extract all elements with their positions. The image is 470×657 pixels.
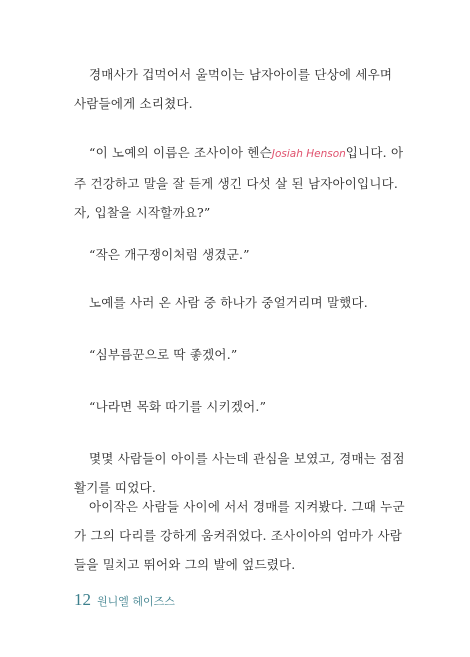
- page-number: 12: [74, 590, 91, 609]
- book-title: 원니엘 헤이즈스: [97, 595, 175, 608]
- paragraph-quote-1: “작은 개구쟁이처럼 생겼군.”: [89, 247, 250, 262]
- highlighted-name: Josiah Henson: [271, 148, 346, 160]
- paragraph-quote-3: “나라면 목화 따기를 시키겠어.”: [89, 399, 267, 414]
- page-footer: [74, 590, 175, 610]
- paragraph-auction-speech: [74, 138, 406, 227]
- paragraph-narration-2: 몇몇 사람들이 아이를 사는데 관심을 보였고, 경매는 점점 활기를 띠었다.: [74, 451, 405, 495]
- paragraph-auctioneer: 경매사가 겁먹어서 울먹이는 남자아이를 단상에 세우며 사람들에게 소리쳤다.: [74, 67, 393, 111]
- paragraph-narration-3: 아이작은 사람들 사이에 서서 경매를 지켜봤다. 그때 누군가 그의 다리를 강하게 움켜쥐었다. 조사이아의 엄마가 사람들을 밀치고 뛰어와 그의 발에 엎드렸다.: [74, 499, 405, 572]
- speech-text-end: 입니다. 아주 건강하고 말을 잘 듣게 생긴 다섯 살 된 남자아이입니다. 자, 입찰을 시작할까요?”: [74, 145, 404, 220]
- paragraph-quote-2: “심부름꾼으로 딱 좋겠어.”: [89, 347, 238, 362]
- speech-text-start: “이 노예의 이름은 조사이아 헨슨: [89, 145, 272, 160]
- paragraph-narration-1: 노예를 사러 온 사람 중 하나가 중얼거리며 말했다.: [89, 295, 368, 310]
